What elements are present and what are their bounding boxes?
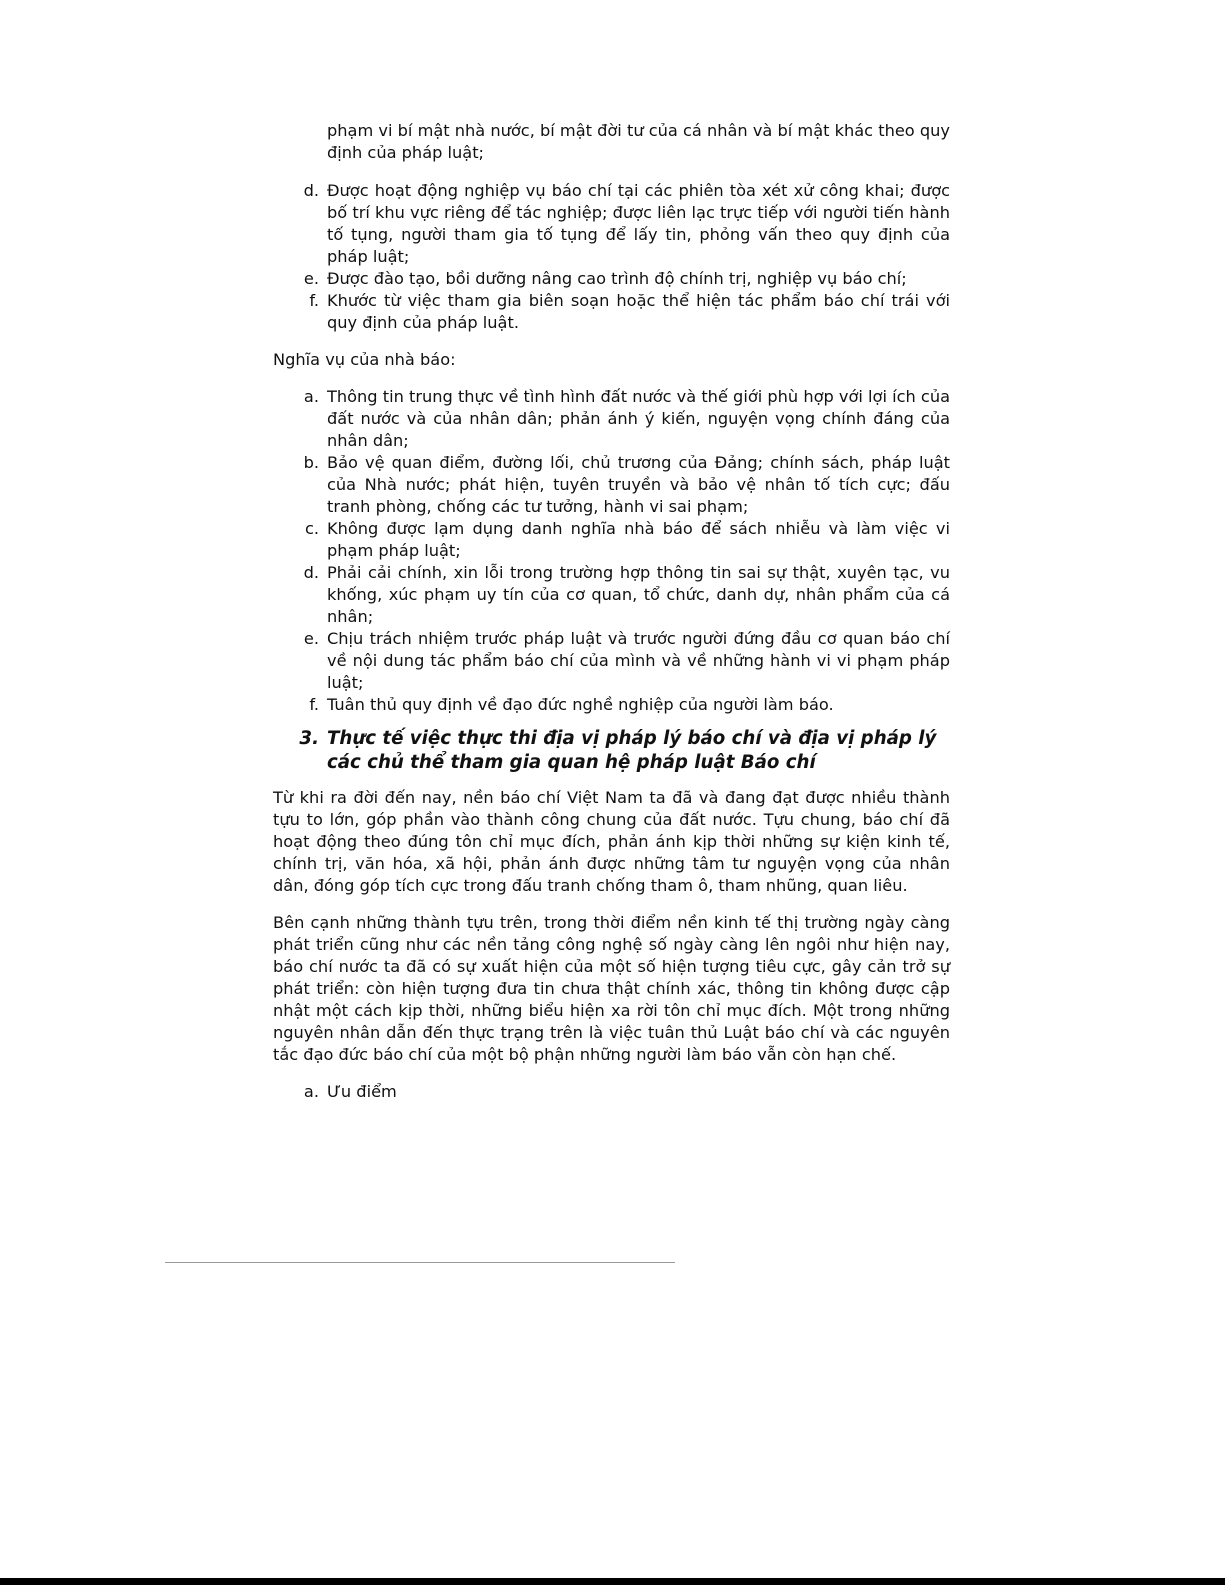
- list-item-text: Tuân thủ quy định về đạo đức nghề nghiệp của người làm báo.: [327, 695, 834, 715]
- list-item: [273, 694, 950, 716]
- list-item-text: Khước từ việc tham gia biên soạn hoặc thể hiện tác phẩm báo chí trái với quy định của pháp luật.: [327, 291, 950, 333]
- duties-list: [273, 386, 950, 716]
- section-title: Thực tế việc thực thi địa vị pháp lý báo chí và địa vị pháp lý các chủ thể tham gia quan hệ pháp luật Báo chí: [327, 728, 937, 774]
- body-paragraph: Từ khi ra đời đến nay, nền báo chí Việt Nam ta đã và đang đạt được nhiều thành tựu to lớn, góp phần vào thành công chung của đất nước. Tựu chung, báo chí đã hoạt động theo đúng tôn chỉ mục đích, phản ánh kịp thời những sự kiện kinh tế, chính trị, văn hóa, xã hội, phản ánh được những tâm tư nguyện vọng của nhân dân, đóng góp tích cực trong đấu tranh chống tham ô, tham nhũng, quan liêu.: [273, 788, 950, 896]
- list-item-text: Thông tin trung thực về tình hình đất nước và thế giới phù hợp với lợi ích của đất nước và của nhân dân; phản ánh ý kiến, nguyện vọng chính đáng của nhân dân;: [327, 387, 950, 451]
- duties-label: Nghĩa vụ của nhà báo:: [273, 350, 456, 370]
- list-item-text: Ưu điểm: [327, 1082, 397, 1102]
- list-item: [273, 518, 950, 562]
- list-item-text: Bảo vệ quan điểm, đường lối, chủ trương của Đảng; chính sách, pháp luật của Nhà nước; phát hiện, tuyên truyền và bảo vệ nhân tố tích cực; đấu tranh phòng, chống các tư tưởng, hành vi sai phạm;: [327, 453, 950, 517]
- list-item-text: Được đào tạo, bồi dưỡng nâng cao trình độ chính trị, nghiệp vụ báo chí;: [327, 269, 907, 289]
- list-item-text: Phải cải chính, xin lỗi trong trường hợp thông tin sai sự thật, xuyên tạc, vu khống, xúc phạm uy tín của cơ quan, tổ chức, danh dự, nhân phẩm của cá nhân;: [327, 563, 950, 627]
- list-marker: e.: [303, 629, 319, 649]
- list-item-text: Chịu trách nhiệm trước pháp luật và trước người đứng đầu cơ quan báo chí về nội dung tác phẩm báo chí của mình và về những hành vi vi phạm pháp luật;: [327, 629, 950, 693]
- list-item: [273, 386, 950, 452]
- list-marker: d.: [303, 563, 319, 583]
- list-item: [273, 268, 950, 290]
- list-marker: b.: [303, 453, 319, 473]
- list-item: [273, 562, 950, 628]
- list-marker: d.: [303, 181, 319, 201]
- page-bottom-edge: [0, 1578, 1225, 1585]
- list-item: [273, 290, 950, 334]
- continued-item-text: phạm vi bí mật nhà nước, bí mật đời tư của cá nhân và bí mật khác theo quy định của pháp luật;: [327, 121, 950, 163]
- list-item: [273, 180, 950, 268]
- body-paragraph: Bên cạnh những thành tựu trên, trong thời điểm nền kinh tế thị trường ngày càng phát triển cũng như các nền tảng công nghệ số ngày càng lên ngôi như hiện nay, báo chí nước ta đã có sự xuất hiện của một số hiện tượng tiêu cực, gây cản trở sự phát triển: còn hiện tượng đưa tin chưa thật chính xác, thông tin không được cập nhật một cách kịp thời, những biểu hiện xa rời tôn chỉ mục đích. Một trong những nguyên nhân dẫn đến thực trạng trên là việc tuân thủ Luật báo chí và các nguyên tắc đạo đức báo chí của một bộ phận những người làm báo vẫn còn hạn chế.: [273, 913, 950, 1065]
- list-item-text: Được hoạt động nghiệp vụ báo chí tại các phiên tòa xét xử công khai; được bố trí khu vực riêng để tác nghiệp; được liên lạc trực tiếp với người tiến hành tố tụng, người tham gia tố tụng để lấy tin, phỏng vấn theo quy định của pháp luật;: [327, 181, 950, 267]
- document-body: [273, 104, 950, 1103]
- list-marker: e.: [303, 269, 319, 289]
- footnote-separator: [165, 1262, 675, 1263]
- list-marker: c.: [304, 519, 319, 539]
- section-heading: [273, 727, 950, 775]
- list-marker: f.: [309, 695, 319, 715]
- list-marker: f.: [309, 291, 319, 311]
- sub-list: [273, 1081, 950, 1103]
- list-marker: a.: [303, 387, 319, 407]
- list-marker: a.: [303, 1082, 319, 1102]
- section-number: 3.: [299, 728, 319, 750]
- list-item: [273, 628, 950, 694]
- rights-list: [273, 180, 950, 334]
- list-item: [273, 452, 950, 518]
- list-item-text: Không được lạm dụng danh nghĩa nhà báo để sách nhiễu và làm việc vi phạm pháp luật;: [327, 519, 950, 561]
- list-item: [273, 1081, 950, 1103]
